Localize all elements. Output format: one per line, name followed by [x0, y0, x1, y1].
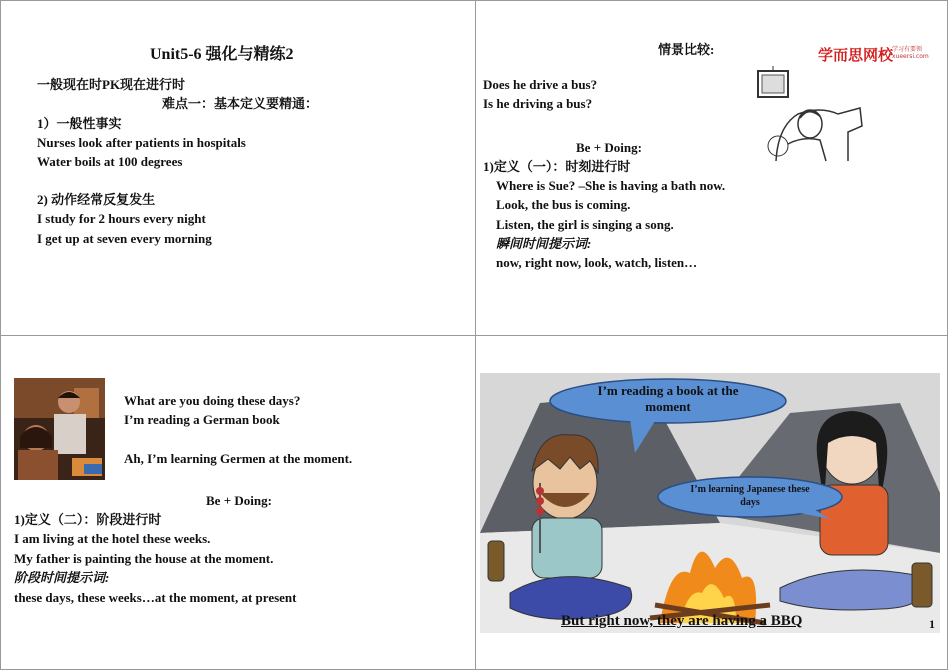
example-sentence: I study for 2 hours every night: [37, 211, 206, 226]
example-sentence: I get up at seven every morning: [37, 231, 212, 246]
question: Is he driving a bus?: [483, 96, 593, 111]
example-sentence: Where is Sue? –She is having a bath now.: [496, 178, 726, 193]
question: Does he drive a bus?: [483, 77, 598, 92]
dialogue-line: Ah, I’m learning Germen at the moment.: [124, 451, 353, 466]
speech-bubble: I’m reading a book at the moment: [597, 383, 739, 414]
brand-logo-subtext: 学习有要领 xueersi.com: [892, 46, 929, 60]
horizontal-divider: [0, 335, 948, 336]
example-sentence: I am living at the hotel these weeks.: [14, 531, 211, 546]
grammar-formula: Be + Doing:: [206, 493, 272, 508]
hint-words: these days, these weeks…at the moment, at present: [14, 590, 297, 605]
slide-subtitle: 一般现在时PK现在进行时: [37, 77, 186, 92]
example-sentence: Listen, the girl is singing a song.: [496, 217, 674, 232]
section-heading: 情景比较:: [658, 42, 715, 57]
section-heading: 2) 动作经常反复发生: [37, 192, 156, 207]
speech-bubble: I’m learning Japanese these days: [690, 484, 810, 508]
bus-driver-illustration: [748, 66, 868, 166]
hint-words: now, right now, look, watch, listen…: [496, 255, 698, 270]
slide-title: Unit5-6 强化与精练2: [150, 46, 294, 63]
definition-heading: 1)定义（二）：阶段进行时: [14, 512, 162, 527]
example-sentence: Look, the bus is coming.: [496, 197, 631, 212]
hint-label: 阶段时间提示词:: [14, 570, 110, 585]
scene-caption: But right now, they are having a BBQ: [561, 613, 803, 629]
example-sentence: My father is painting the house at the moment.: [14, 551, 274, 566]
example-sentence: Nurses look after patients in hospitals: [37, 135, 246, 150]
section-heading: 1）一般性事实: [37, 116, 122, 131]
dialogue-photo: [14, 378, 105, 480]
dialogue-line: What are you doing these days?: [124, 393, 301, 408]
page-number: 1: [929, 617, 935, 631]
bbq-cartoon: [480, 373, 940, 633]
grammar-formula: Be + Doing:: [576, 140, 642, 155]
dialogue-line: I’m reading a German book: [124, 412, 280, 427]
brand-logo: 学而思网校: [818, 46, 894, 64]
key-point: 难点一：基本定义要精通：: [162, 96, 319, 111]
example-sentence: Water boils at 100 degrees: [37, 154, 183, 169]
definition-heading: 1)定义（一）：时刻进行时: [483, 159, 631, 174]
hint-label: 瞬间时间提示词:: [496, 236, 592, 251]
